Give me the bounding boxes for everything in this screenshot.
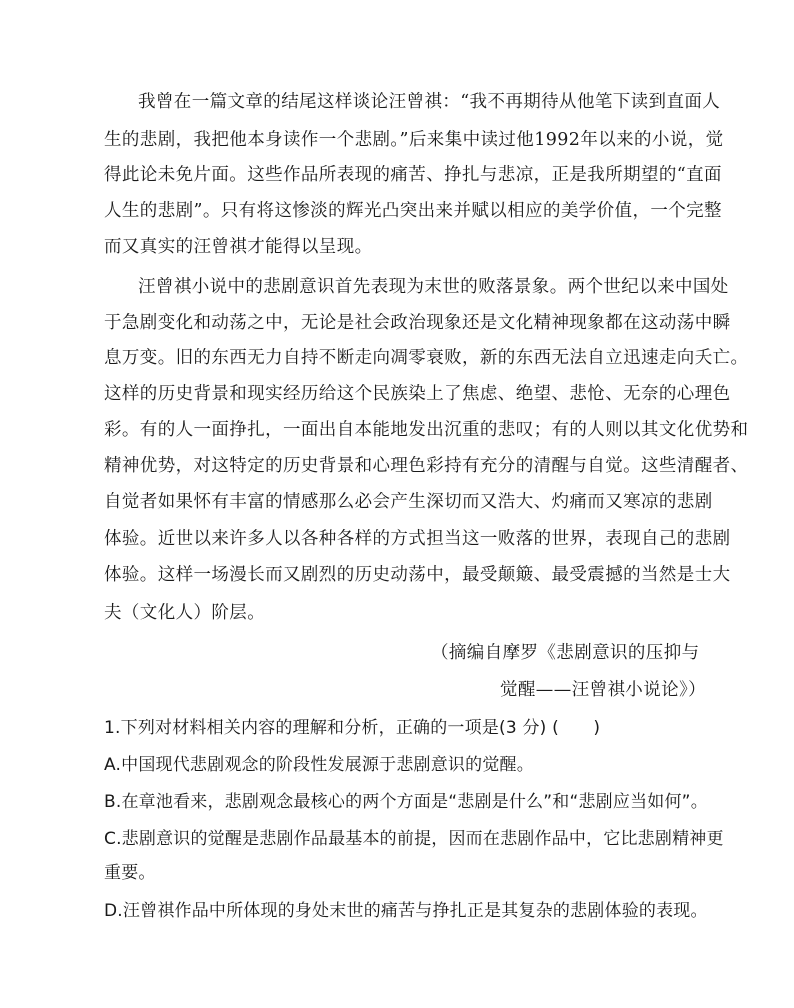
paragraph-2-line-8: 体验。近世以来许多人以各种各样的方式担当这一败落的世界，表现自己的悲剧 bbox=[104, 529, 731, 549]
source-citation-line-2: 觉醒——汪曾祺小说论》） bbox=[500, 680, 707, 700]
paragraph-2-line-2: 于急剧变化和动荡之中，无论是社会政治现象还是文化精神现象都在这动荡中瞬 bbox=[104, 313, 731, 333]
paragraph-2-line-10: 夫（文化人）阶层。 bbox=[104, 603, 266, 623]
option-b: B.在章池看来，悲剧观念最核心的两个方面是“悲剧是什么”和“悲剧应当如何”。 bbox=[104, 792, 708, 812]
option-c-line-1: C.悲剧意识的觉醒是悲剧作品最基本的前提，因而在悲剧作品中，它比悲剧精神更 bbox=[104, 829, 724, 849]
paragraph-1-line-4: 人生的悲剧”。只有将这惨淡的辉光凸突出来并赋以相应的美学价值，一个完整 bbox=[104, 201, 722, 221]
paragraph-2-line-9: 体验。这样一场漫长而又剧烈的历史动荡中，最受颠簸、最受震撼的当然是士大 bbox=[104, 565, 731, 585]
option-c-line-2: 重要。 bbox=[104, 863, 156, 883]
paragraph-2-line-1: 汪曾祺小说中的悲剧意识首先表现为末世的败落景象。两个世纪以来中国处 bbox=[138, 277, 729, 297]
paragraph-2-line-7: 自觉者如果怀有丰富的情感那么必会产生深切而又浩大、灼痛而又寒凉的悲剧 bbox=[104, 492, 713, 512]
question-stem: 1.下列对材料相关内容的理解和分析，正确的一项是(3 分) ( ) bbox=[104, 718, 601, 738]
paragraph-1-line-1: 我曾在一篇文章的结尾这样谈论汪曾祺：“我不再期待从他笔下读到直面人 bbox=[138, 92, 721, 112]
paragraph-2-line-4: 这样的历史背景和现实经历给这个民族染上了焦虑、绝望、悲怆、无奈的心理色 bbox=[104, 384, 731, 404]
paragraph-2-line-3: 息万变。旧的东西无力自持不断走向凋零衰败，新的东西无法自立迅速走向夭亡。 bbox=[104, 348, 749, 368]
source-citation-line-1: （摘编自摩罗《悲剧意识的压抑与 bbox=[431, 643, 700, 663]
paragraph-1-line-2: 生的悲剧，我把他本身读作一个悲剧。”后来集中读过他1992年以来的小说，觉 bbox=[104, 130, 724, 150]
option-a: A.中国现代悲剧观念的阶段性发展源于悲剧意识的觉醒。 bbox=[104, 755, 534, 775]
paragraph-1-line-5: 而又真实的汪曾祺才能得以呈现。 bbox=[104, 237, 373, 257]
paragraph-1-line-3: 得此论未免片面。这些作品所表现的痛苦、挣扎与悲凉，正是我所期望的“直面 bbox=[104, 165, 722, 185]
option-d: D.汪曾祺作品中所体现的身处末世的痛苦与挣扎正是其复杂的悲剧体验的表现。 bbox=[104, 901, 708, 921]
paragraph-2-line-5: 彩。有的人一面挣扎，一面出自本能地发出沉重的悲叹；有的人则以其文化优势和 bbox=[104, 420, 749, 440]
paragraph-2-line-6: 精神优势，对这特定的历史背景和心理色彩持有充分的清醒与自觉。这些清醒者、 bbox=[104, 456, 749, 476]
